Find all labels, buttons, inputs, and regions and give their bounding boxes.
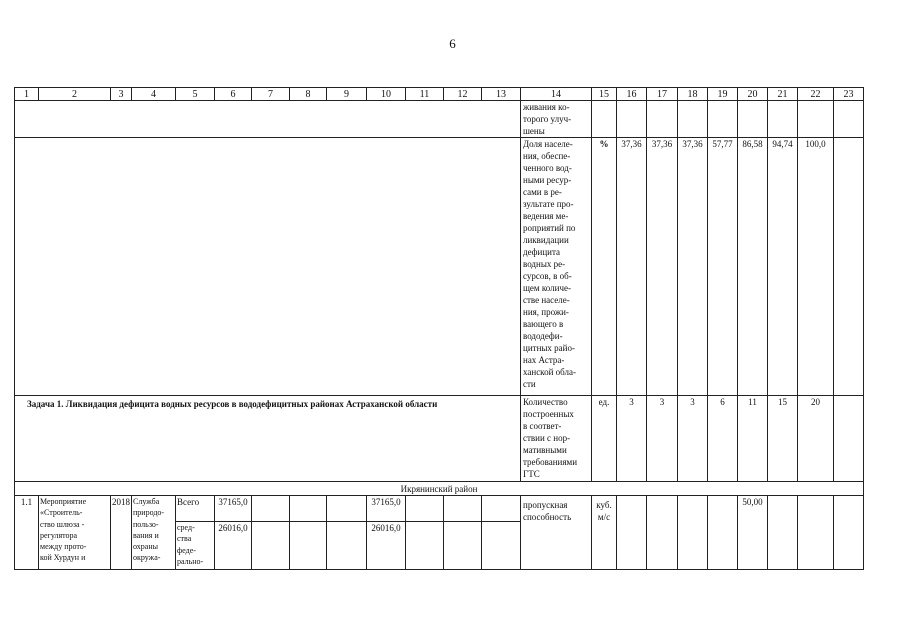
unit: куб. м/с bbox=[592, 496, 617, 570]
header-row bbox=[15, 88, 864, 101]
col-header: 10 bbox=[367, 88, 406, 101]
indicator-continuation: живания ко- торого улуч- шены bbox=[521, 101, 592, 138]
page-number: 6 bbox=[449, 36, 456, 51]
value-cell: 6 bbox=[708, 396, 738, 482]
source-total: Всего bbox=[176, 496, 215, 522]
share-row bbox=[15, 138, 864, 396]
unit: ед. bbox=[592, 396, 617, 482]
district-title: Икрянинский район bbox=[15, 482, 864, 496]
measure-row-total bbox=[15, 496, 864, 522]
value-cell: 37,36 bbox=[678, 138, 708, 396]
amount-cell: 26016,0 bbox=[215, 522, 252, 570]
col-header: 23 bbox=[834, 88, 864, 101]
col-header: 14 bbox=[521, 88, 592, 101]
measure-number: 1.1 bbox=[15, 496, 39, 570]
col-header: 20 bbox=[738, 88, 768, 101]
col-header: 9 bbox=[327, 88, 367, 101]
measure-executor: Служба природо- пользо- вания и охраны окружа- bbox=[132, 496, 176, 570]
value-cell: 20 bbox=[798, 396, 834, 482]
value-cell: 100,0 bbox=[798, 138, 834, 396]
col-header: 22 bbox=[798, 88, 834, 101]
col-header: 3 bbox=[111, 88, 132, 101]
value-cell: 50,00 bbox=[738, 496, 768, 570]
task-title: Задача 1. Ликвидация дефицита водных ресурсов в вододефицитных районах Астраханской области bbox=[15, 396, 521, 482]
col-header: 16 bbox=[617, 88, 647, 101]
col-header: 21 bbox=[768, 88, 798, 101]
district-row bbox=[15, 482, 864, 496]
value-cell: 3 bbox=[678, 396, 708, 482]
col-header: 5 bbox=[176, 88, 215, 101]
value-cell: 94,74 bbox=[768, 138, 798, 396]
col-header: 18 bbox=[678, 88, 708, 101]
amount-cell: 37165,0 bbox=[367, 496, 406, 522]
program-table bbox=[14, 87, 864, 570]
amount-cell: 26016,0 bbox=[367, 522, 406, 570]
col-header: 2 bbox=[39, 88, 111, 101]
col-header: 4 bbox=[132, 88, 176, 101]
col-header: 6 bbox=[215, 88, 252, 101]
col-header: 7 bbox=[252, 88, 290, 101]
value-cell: 15 bbox=[768, 396, 798, 482]
indicator-count: Количество построенных в соответ- ствии с нор- мативными требованиями ГТС bbox=[521, 396, 592, 482]
col-header: 8 bbox=[290, 88, 327, 101]
col-header: 11 bbox=[406, 88, 444, 101]
col-header: 1 bbox=[15, 88, 39, 101]
value-cell: 11 bbox=[738, 396, 768, 482]
value-cell: 86,58 bbox=[738, 138, 768, 396]
continuation-row bbox=[15, 101, 864, 138]
value-cell: 37,36 bbox=[647, 138, 678, 396]
value-cell: 3 bbox=[647, 396, 678, 482]
col-header: 13 bbox=[482, 88, 521, 101]
source-federal: сред- ства феде- рально- bbox=[176, 522, 215, 570]
unit: % bbox=[592, 138, 617, 396]
col-header: 17 bbox=[647, 88, 678, 101]
value-cell: 57,77 bbox=[708, 138, 738, 396]
task-row bbox=[15, 396, 864, 482]
value-cell: 37,36 bbox=[617, 138, 647, 396]
amount-cell: 37165,0 bbox=[215, 496, 252, 522]
indicator-capacity: пропускная способность bbox=[521, 496, 592, 570]
col-header: 15 bbox=[592, 88, 617, 101]
indicator-share: Доля населе- ния, обеспе- ченного вод- ными ресур- сами в ре- зультате про- ведения ме- роприятий по ликвидации дефицита водных ре- сурсов, в об- щем количе- стве населе- ния, прожи- вающего в вододефи- цитных райо- нах Астра- ханской обла- сти bbox=[521, 138, 592, 396]
col-header: 12 bbox=[444, 88, 482, 101]
value-cell: 3 bbox=[617, 396, 647, 482]
col-header: 19 bbox=[708, 88, 738, 101]
measure-year: 2018 bbox=[111, 496, 132, 570]
measure-name: Мероприятие «Строитель- ство шлюза - регулятора между прото- кой Хурдун и bbox=[39, 496, 111, 570]
